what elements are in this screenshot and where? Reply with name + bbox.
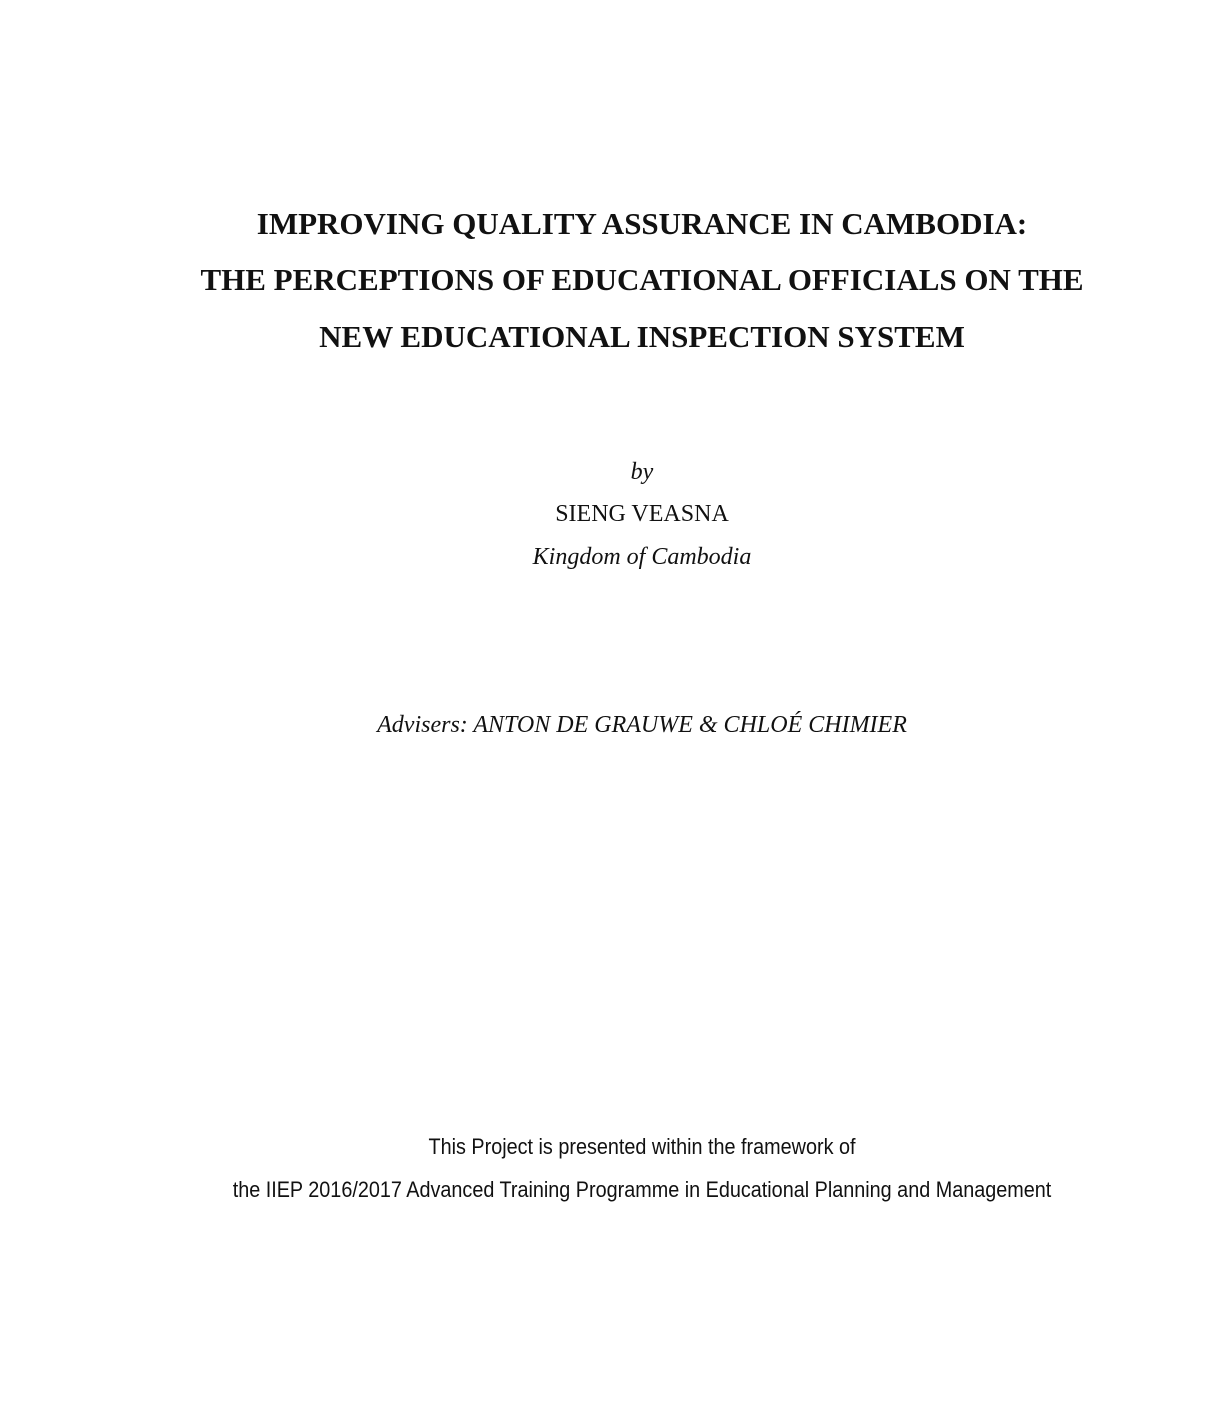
- advisers-line: Advisers: ANTON DE GRAUWE & CHLOÉ CHIMIER: [377, 712, 907, 738]
- title-line-3: NEW EDUCATIONAL INSPECTION SYSTEM: [319, 319, 965, 354]
- title-line-2: THE PERCEPTIONS OF EDUCATIONAL OFFICIALS ON THE: [200, 262, 1084, 297]
- author-country: Kingdom of Cambodia: [532, 544, 752, 570]
- footer-line-2: the IIEP 2016/2017 Advanced Training Programme in Educational Planning and Management: [232, 1177, 1052, 1202]
- byline-by: by: [630, 459, 654, 485]
- footer-line-1: This Project is presented within the framework of: [428, 1134, 856, 1159]
- author-name: SIENG VEASNA: [555, 501, 729, 527]
- title-line-1: IMPROVING QUALITY ASSURANCE IN CAMBODIA:: [256, 206, 1028, 241]
